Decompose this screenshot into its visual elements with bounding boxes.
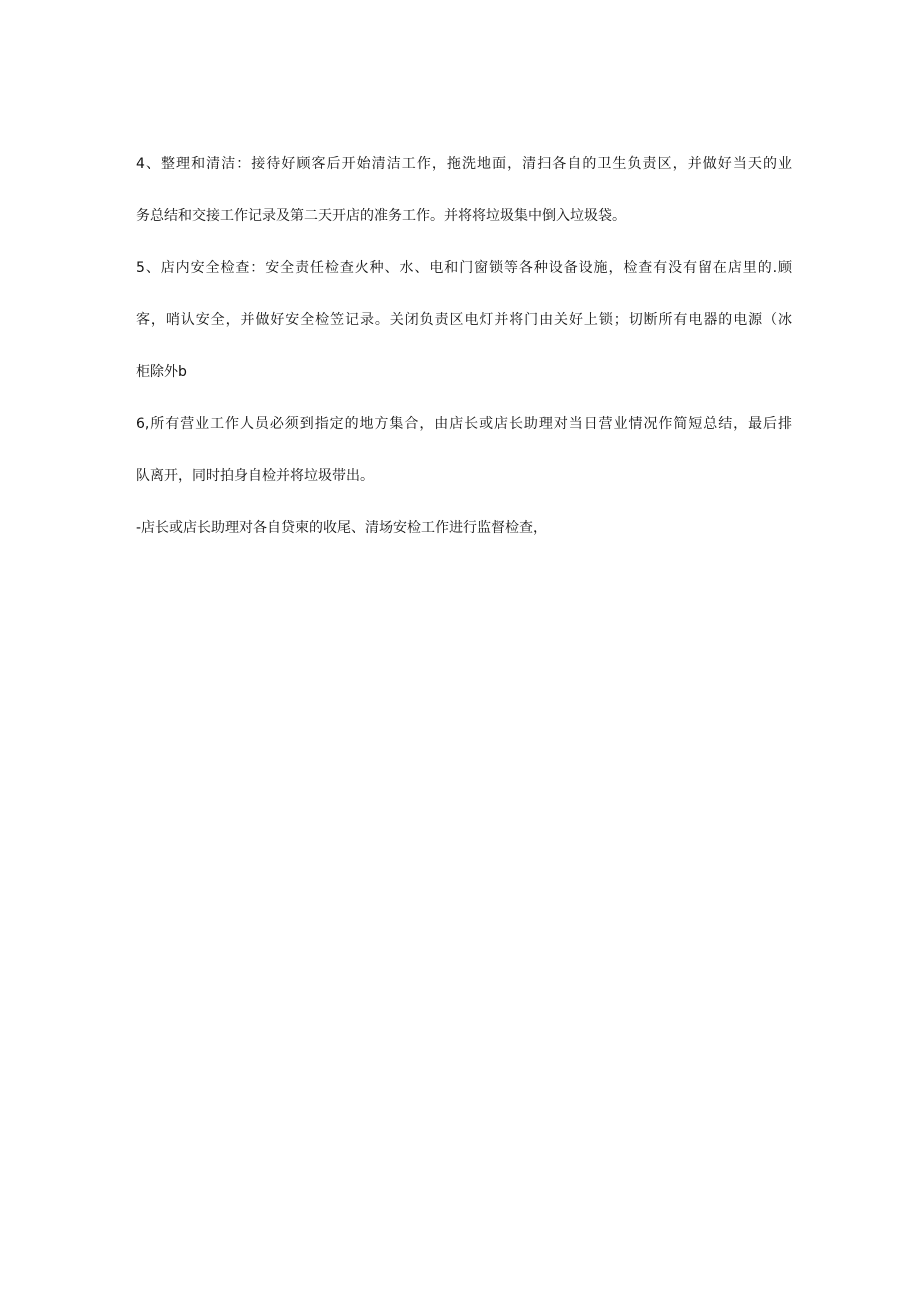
text-line: 5、店内安全检查：安全责任检查火种、水、电和门窗锁等各种设备设施，检查有没有留在店里的.顾	[136, 260, 792, 276]
text-line: 队离开，同时拍身自检并将垃圾带出。	[136, 468, 374, 484]
paragraph-cleaning	[136, 138, 792, 242]
paragraph-supervision	[136, 502, 792, 554]
text-line: 4、整理和清洁：接待好顾客后开始清洁工作，拖洗地面，清扫各自的卫生负责区，并做好当天的业	[136, 156, 792, 172]
text-line: 务总结和交接工作记录及第二天开店的准务工作。并将将垃圾集中倒入垃圾袋。	[136, 208, 626, 224]
document-body	[136, 138, 792, 554]
text-line: -店长或店长助理对各自贷柬的收尾、清场安检工作进行监督检查，	[136, 520, 548, 536]
paragraph-assembly	[136, 398, 792, 502]
text-line: 客，哨认安全，并做好安全检笠记录。关闭负责区电灯并将门由关好上锁；切断所有电器的电源（冰	[136, 312, 792, 328]
paragraph-safety-check	[136, 242, 792, 398]
text-line: 6,所有营业工作人员必须到指定的地方集合，由店长或店长助理对当日营业情况作简短总结，最后排	[136, 416, 792, 432]
text-line: 柜除外b	[136, 364, 187, 380]
